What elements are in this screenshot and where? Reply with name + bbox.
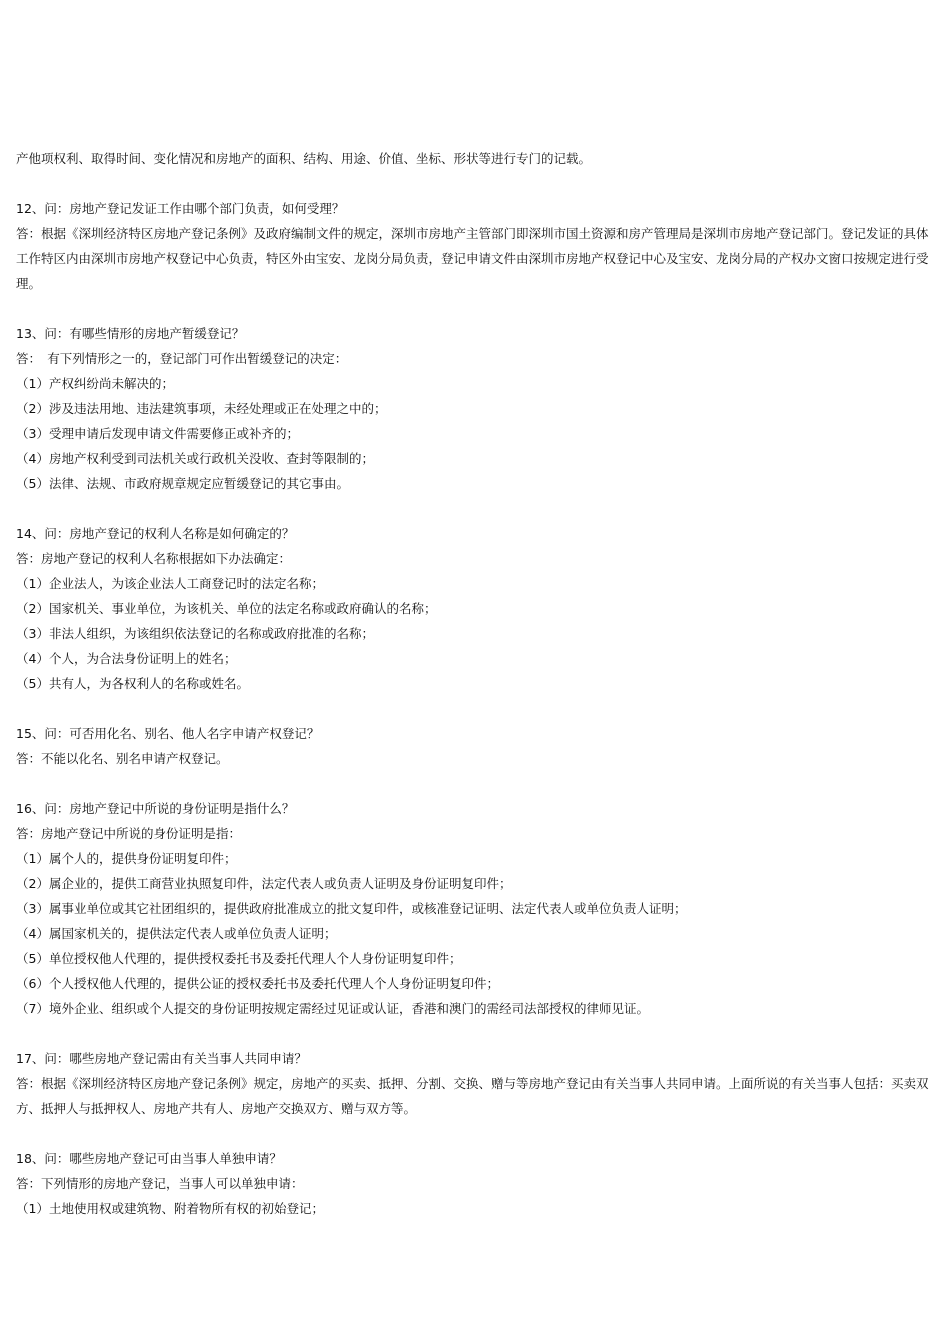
- answer-13: 答： 有下列情形之一的，登记部门可作出暂缓登记的决定：: [16, 351, 348, 366]
- question-17: 17、问：哪些房地产登记需由有关当事人共同申请？: [16, 1051, 307, 1066]
- list-item: （1）企业法人，为该企业法人工商登记时的法定名称；: [16, 576, 324, 591]
- qa-section-13: [16, 321, 938, 496]
- list-item: （4）个人，为合法身份证明上的姓名；: [16, 651, 237, 666]
- question-18: 18、问：哪些房地产登记可由当事人单独申请？: [16, 1151, 282, 1166]
- paragraph-gap: [16, 171, 938, 196]
- question-13: 13、问：有哪些情形的房地产暂缓登记？: [16, 326, 245, 341]
- question-12: 12、问：房地产登记发证工作由哪个部门负责，如何受理？: [16, 201, 345, 216]
- answer-15: 答：不能以化名、别名申请产权登记。: [16, 751, 229, 766]
- answer-12: 答：根据《深圳经济特区房地产登记条例》及政府编制文件的规定，深圳市房地产主管部门即深圳市国土资源和房产管理局是深圳市房地产登记部门。登记发证的具体工作特区内由深圳市房地产权登记中心负责，特区外由宝安、龙岗分局负责，登记申请文件由深圳市房地产权登记中心及宝安、龙岗分局的产权办文窗口按规定进行受理。: [16, 226, 929, 291]
- list-item: （5）法律、法规、市政府规章规定应暂缓登记的其它事由。: [16, 476, 349, 491]
- question-15: 15、问：可否用化名、别名、他人名字申请产权登记？: [16, 726, 320, 741]
- list-item: （1）土地使用权或建筑物、附着物所有权的初始登记；: [16, 1201, 324, 1216]
- qa-section-17: [16, 1046, 938, 1121]
- list-item: （3）属事业单位或其它社团组织的，提供政府批准成立的批文复印件，或核准登记证明、法定代表人或单位负责人证明；: [16, 901, 687, 916]
- document-page: [16, 146, 938, 1221]
- paragraph-gap: [16, 496, 938, 521]
- paragraph-gap: [16, 1021, 938, 1046]
- qa-section-15: [16, 721, 938, 771]
- list-item: （2）国家机关、事业单位，为该机关、单位的法定名称或政府确认的名称；: [16, 601, 437, 616]
- list-item: （6）个人授权他人代理的，提供公证的授权委托书及委托代理人个人身份证明复印件；: [16, 976, 499, 991]
- list-item: （5）共有人，为各权利人的名称或姓名。: [16, 676, 249, 691]
- list-item: （1）属个人的，提供身份证明复印件；: [16, 851, 237, 866]
- qa-section-18: [16, 1146, 938, 1221]
- list-item: （3）受理申请后发现申请文件需要修正或补齐的；: [16, 426, 299, 441]
- list-item: （7）境外企业、组织或个人提交的身份证明按规定需经过见证或认证，香港和澳门的需经司法部授权的律师见证。: [16, 1001, 649, 1016]
- list-item: （2）涉及违法用地、违法建筑事项，未经处理或正在处理之中的；: [16, 401, 387, 416]
- paragraph-gap: [16, 1121, 938, 1146]
- paragraph-gap: [16, 296, 938, 321]
- answer-14: 答：房地产登记的权利人名称根据如下办法确定：: [16, 551, 292, 566]
- paragraph-gap: [16, 696, 938, 721]
- answer-16: 答：房地产登记中所说的身份证明是指：: [16, 826, 242, 841]
- qa-section-12: [16, 196, 938, 296]
- list-item: （4）房地产权利受到司法机关或行政机关没收、查封等限制的；: [16, 451, 374, 466]
- list-item: （3）非法人组织，为该组织依法登记的名称或政府批准的名称；: [16, 626, 374, 641]
- list-item: （4）属国家机关的，提供法定代表人或单位负责人证明；: [16, 926, 337, 941]
- intro-paragraph: 产他项权利、取得时间、变化情况和房地产的面积、结构、用途、价值、坐标、形状等进行专门的记载。: [16, 151, 592, 166]
- question-16: 16、问：房地产登记中所说的身份证明是指什么？: [16, 801, 295, 816]
- list-item: （1）产权纠纷尚未解决的；: [16, 376, 174, 391]
- answer-17: 答：根据《深圳经济特区房地产登记条例》规定，房地产的买卖、抵押、分割、交换、赠与等房地产登记由有关当事人共同申请。上面所说的有关当事人包括：买卖双方、抵押人与抵押权人、房地产共有人、房地产交换双方、赠与双方等。: [16, 1076, 929, 1116]
- qa-section-16: [16, 796, 938, 1021]
- question-14: 14、问：房地产登记的权利人名称是如何确定的？: [16, 526, 295, 541]
- list-item: （5）单位授权他人代理的，提供授权委托书及委托代理人个人身份证明复印件；: [16, 951, 462, 966]
- paragraph-gap: [16, 771, 938, 796]
- qa-section-14: [16, 521, 938, 696]
- list-item: （2）属企业的，提供工商营业执照复印件，法定代表人或负责人证明及身份证明复印件；: [16, 876, 512, 891]
- answer-18: 答：下列情形的房地产登记，当事人可以单独申请：: [16, 1176, 304, 1191]
